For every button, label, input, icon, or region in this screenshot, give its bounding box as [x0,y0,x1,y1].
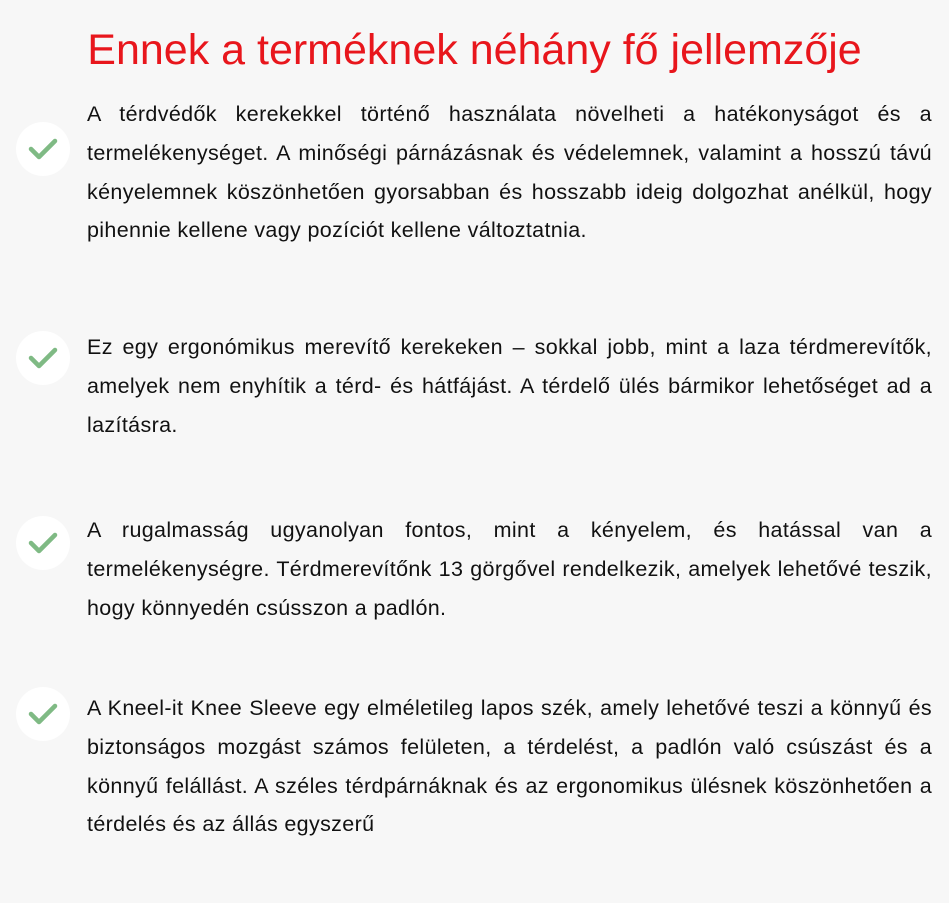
feature-text: A rugalmasság ugyanolyan fontos, mint a kényelem, és hatással van a termelékenységre. Térdmerevítőnk 13 görgővel rendelkezik, amelyek lehetővé teszik, hogy könnyedén csússzon a padlón. [87,518,932,620]
feature-text: A Kneel-it Knee Sleeve egy elméletileg lapos szék, amely lehetővé teszi a könnyű és biztonságos mozgást számos felületen, a térdelést, a padlón való csúszást és a könnyű felállást. A széles térdpárnáknak és az ergonomikus ülésnek köszönhetően a térdelés és az állás egyszerű [87,696,932,837]
feature-text: Ez egy ergonómikus merevítő kerekeken – sokkal jobb, mint a laza térdmerevítők, amelyek nem enyhítik a térd- és hátfájást. A térdelő ülés bármikor lehetőséget ad a lazításra. [87,335,932,437]
check-icon [16,687,70,741]
check-icon [16,516,70,570]
check-icon [16,331,70,385]
feature-text: A térdvédők kerekekkel történő használata növelheti a hatékonyságot és a termelékenységet. A minőségi párnázásnak és védelemnek, valamint a hosszú távú kényelemnek köszönhetően gyorsabban és hosszabb ideig dolgozhat anélkül, hogy pihennie kellene vagy pozíciót kellene változtatnia. [87,102,932,243]
page-title: Ennek a terméknek néhány fő jellemzője [87,26,862,74]
check-icon [16,122,70,176]
